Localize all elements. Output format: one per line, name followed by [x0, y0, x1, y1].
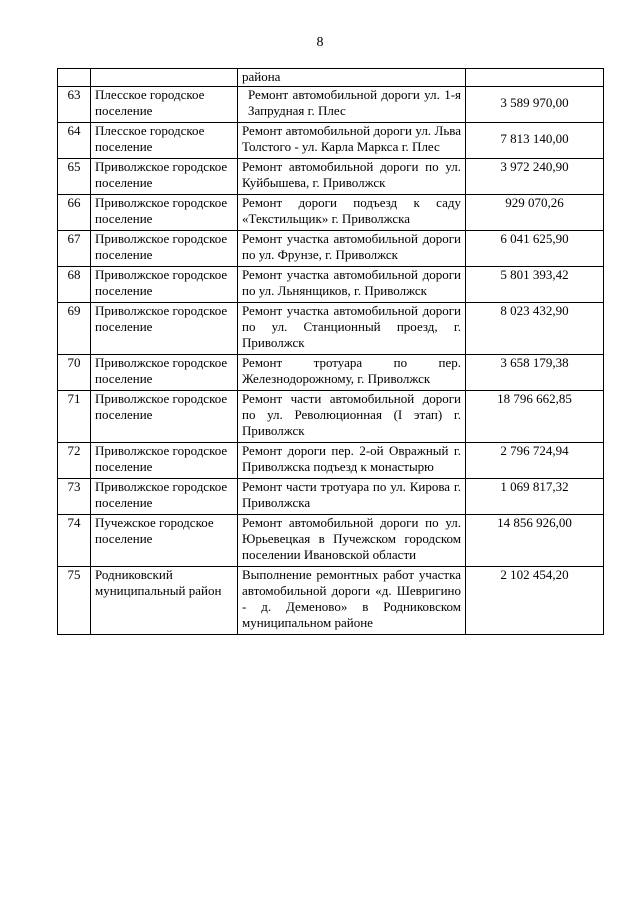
amount-cell: 7 813 140,00: [466, 123, 604, 159]
settlement-cell: [91, 69, 238, 87]
row-number-cell: 71: [58, 391, 91, 443]
settlement-cell: Приволжское городское поселение: [91, 231, 238, 267]
settlement-cell: Плесское городское поселение: [91, 123, 238, 159]
description-cell: Ремонт тротуара по пер. Железнодорожному, г. Приволжск: [238, 355, 466, 391]
row-number-cell: 74: [58, 515, 91, 567]
settlement-cell: Плесское городское поселение: [91, 87, 238, 123]
description-cell: Ремонт участка автомобильной дороги по ул. Фрунзе, г. Приволжск: [238, 231, 466, 267]
settlement-cell: Приволжское городское поселение: [91, 303, 238, 355]
table-row: [58, 267, 604, 303]
amount-cell: 2 796 724,94: [466, 443, 604, 479]
amount-cell: [466, 69, 604, 87]
table-row: [58, 159, 604, 195]
description-cell: Ремонт дороги пер. 2-ой Овражный г. Приволжска подъезд к монастырю: [238, 443, 466, 479]
description-cell: Выполнение ремонтных работ участка автомобильной дороги «д. Шевригино - д. Деменово» в Родниковском муниципальном районе: [238, 567, 466, 635]
settlement-cell: Пучежское городское поселение: [91, 515, 238, 567]
amount-cell: 8 023 432,90: [466, 303, 604, 355]
amount-cell: 2 102 454,20: [466, 567, 604, 635]
table-row: [58, 303, 604, 355]
table-row: [58, 515, 604, 567]
description-cell: Ремонт автомобильной дороги по ул. Куйбышева, г. Приволжск: [238, 159, 466, 195]
table-row: [58, 123, 604, 159]
amount-cell: 3 972 240,90: [466, 159, 604, 195]
amount-cell: 14 856 926,00: [466, 515, 604, 567]
row-number-cell: 73: [58, 479, 91, 515]
amount-cell: 6 041 625,90: [466, 231, 604, 267]
description-cell: Ремонт части автомобильной дороги по ул. Революционная (I этап) г. Приволжск: [238, 391, 466, 443]
row-number-cell: 75: [58, 567, 91, 635]
funding-table: [57, 68, 604, 635]
table-row: [58, 479, 604, 515]
amount-cell: 3 658 179,38: [466, 355, 604, 391]
settlement-cell: Приволжское городское поселение: [91, 355, 238, 391]
row-number-cell: 66: [58, 195, 91, 231]
table-row: [58, 87, 604, 123]
description-cell: Ремонт части тротуара по ул. Кирова г. Приволжска: [238, 479, 466, 515]
row-number-cell: [58, 69, 91, 87]
table-row: [58, 443, 604, 479]
table-row-continuation: [58, 69, 604, 87]
row-number-cell: 69: [58, 303, 91, 355]
settlement-cell: Приволжское городское поселение: [91, 391, 238, 443]
description-cell: района: [238, 69, 466, 87]
settlement-cell: Приволжское городское поселение: [91, 195, 238, 231]
description-cell: Ремонт участка автомобильной дороги по ул. Льнянщиков, г. Приволжск: [238, 267, 466, 303]
table-row: [58, 195, 604, 231]
table-row: [58, 231, 604, 267]
settlement-cell: Приволжское городское поселение: [91, 443, 238, 479]
row-number-cell: 72: [58, 443, 91, 479]
description-cell: Ремонт автомобильной дороги по ул. Юрьевецкая в Пучежском городском поселении Ивановской области: [238, 515, 466, 567]
description-cell: Ремонт дороги подъезд к саду «Текстильщик» г. Приволжска: [238, 195, 466, 231]
amount-cell: 929 070,26: [466, 195, 604, 231]
table-row: [58, 355, 604, 391]
settlement-cell: Приволжское городское поселение: [91, 479, 238, 515]
settlement-cell: Приволжское городское поселение: [91, 159, 238, 195]
row-number-cell: 68: [58, 267, 91, 303]
row-number-cell: 67: [58, 231, 91, 267]
page-number: 8: [316, 35, 324, 50]
amount-cell: 5 801 393,42: [466, 267, 604, 303]
amount-cell: 3 589 970,00: [466, 87, 604, 123]
amount-cell: 18 796 662,85: [466, 391, 604, 443]
row-number-cell: 64: [58, 123, 91, 159]
amount-cell: 1 069 817,32: [466, 479, 604, 515]
description-cell: Ремонт участка автомобильной дороги по ул. Станционный проезд, г. Приволжск: [238, 303, 466, 355]
row-number-cell: 63: [58, 87, 91, 123]
table-row: [58, 391, 604, 443]
settlement-cell: Родниковский муниципальный район: [91, 567, 238, 635]
settlement-cell: Приволжское городское поселение: [91, 267, 238, 303]
description-cell: Ремонт автомобильной дороги ул. 1-я Запрудная г. Плес: [238, 87, 466, 123]
description-cell: Ремонт автомобильной дороги ул. Льва Толстого - ул. Карла Маркса г. Плес: [238, 123, 466, 159]
row-number-cell: 70: [58, 355, 91, 391]
table-row: [58, 567, 604, 635]
row-number-cell: 65: [58, 159, 91, 195]
